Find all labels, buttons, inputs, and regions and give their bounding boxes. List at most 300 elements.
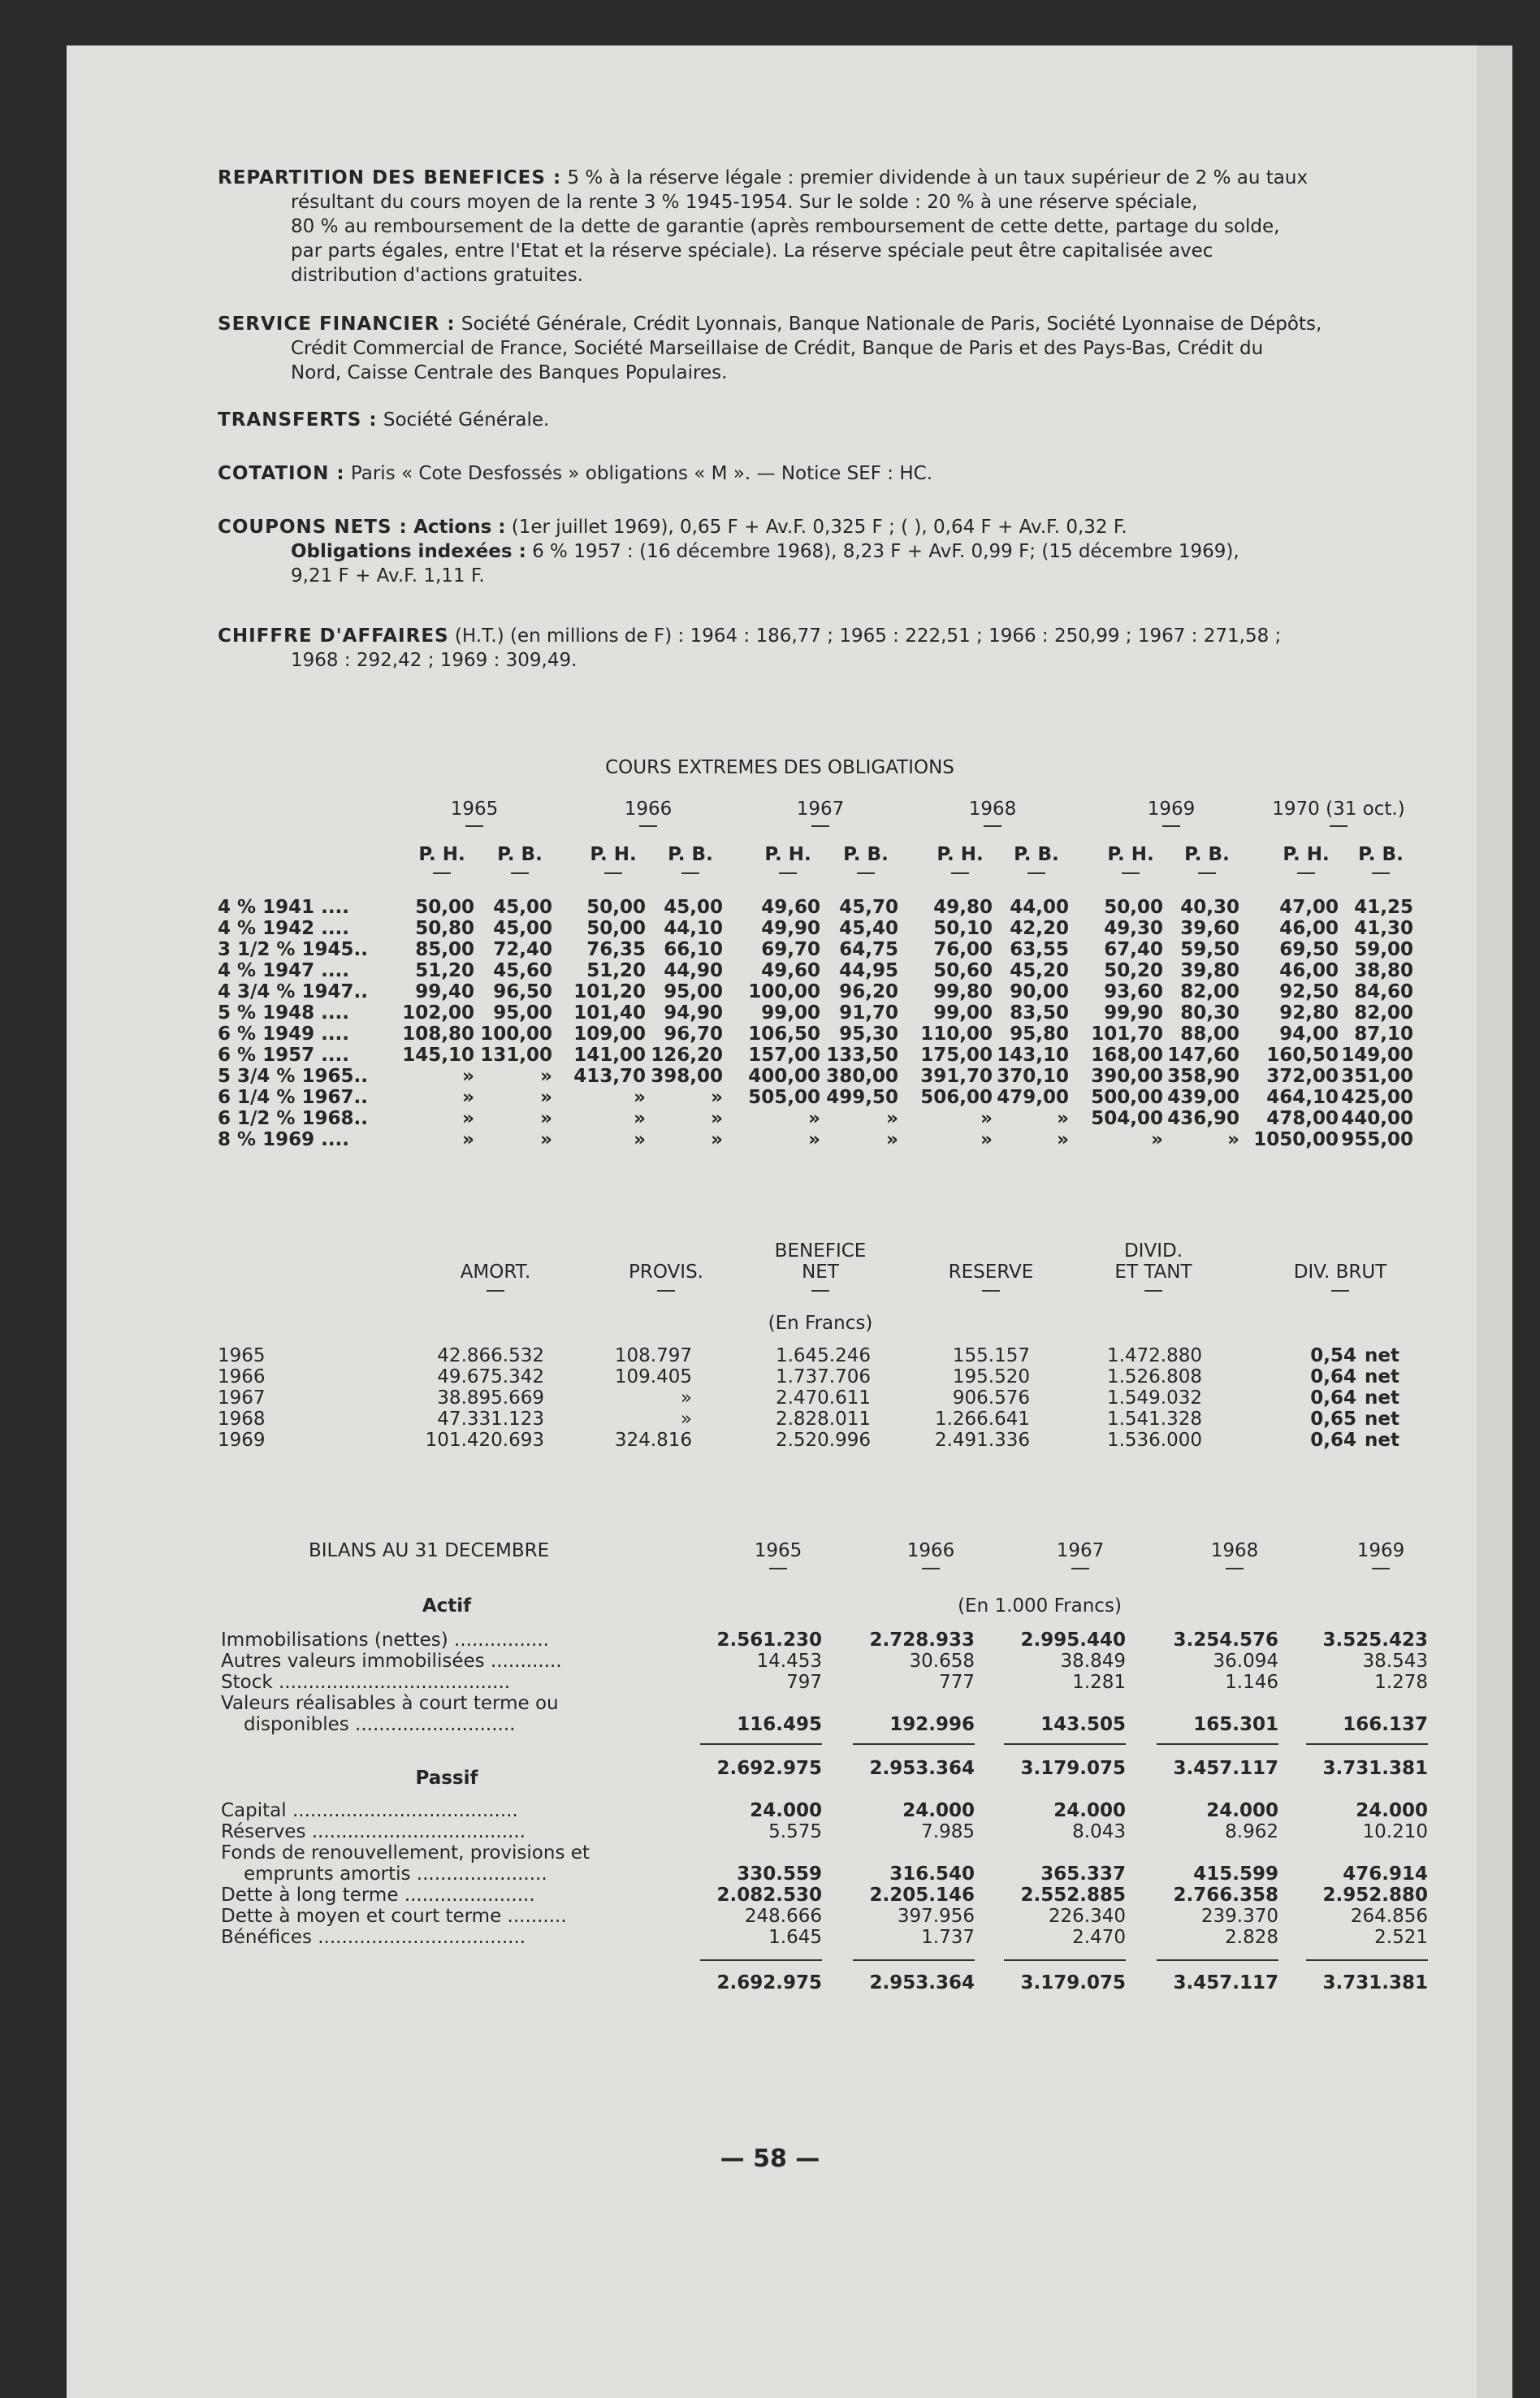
cours-cell: 505,00 <box>748 1087 820 1108</box>
header-dash <box>1198 872 1216 874</box>
cotation-label: COTATION : <box>218 463 345 484</box>
chiffre-affaires-paragraph <box>218 624 1281 673</box>
bilans-value: 264.856 <box>1350 1906 1428 1927</box>
col-provis: 109.405 <box>614 1366 692 1387</box>
header-dash <box>811 825 829 827</box>
bilans-value: 24.000 <box>902 1800 975 1821</box>
bilans-value: 116.495 <box>737 1714 822 1735</box>
results-year: 1967 <box>218 1387 266 1409</box>
cours-row-label: 6 1/2 % 1968.. <box>218 1108 368 1129</box>
bilans-value: 3.731.381 <box>1322 1758 1428 1779</box>
cours-row-label: 6 % 1949 .... <box>218 1024 350 1045</box>
bilans-value: 5.575 <box>768 1821 822 1842</box>
total-rule <box>1004 1743 1126 1745</box>
cours-cell: » <box>540 1087 552 1108</box>
bilans-year-header: 1967 <box>1056 1540 1105 1561</box>
cours-cell: 439,00 <box>1167 1087 1239 1108</box>
cours-cell: 44,00 <box>1010 897 1069 918</box>
bilans-value: 239.370 <box>1200 1906 1278 1927</box>
total-rule <box>1157 1743 1278 1745</box>
cours-cell: » <box>886 1108 898 1129</box>
page-number: — 58 — <box>720 2145 820 2173</box>
header-dash <box>779 872 797 874</box>
bilans-value: 2.692.975 <box>716 1972 822 1993</box>
header-provis: PROVIS. <box>629 1262 703 1283</box>
cours-cell: 436,90 <box>1167 1108 1239 1129</box>
repartition-line: 80 % au remboursement de la dette de garantie (après remboursement de cette dette, partage du solde, <box>291 216 1280 237</box>
col-benefice: 1.737.706 <box>775 1366 871 1387</box>
cours-cell: » <box>711 1108 723 1129</box>
passif-row-label: Dette à moyen et court terme .......... <box>221 1906 567 1927</box>
header-benefice: BENEFICE <box>774 1240 867 1262</box>
col-header-pb: P. B. <box>843 844 889 865</box>
cours-cell: 49,80 <box>933 897 993 918</box>
cours-cell: 45,00 <box>493 918 552 939</box>
cours-cell: 108,80 <box>402 1024 474 1045</box>
col-header-ph: P. H. <box>1107 844 1154 865</box>
bilans-value: 166.137 <box>1343 1714 1428 1735</box>
passif-row-label: Réserves .................................... <box>221 1821 526 1842</box>
cours-cell: 45,00 <box>664 897 723 918</box>
cours-row-label: 6 % 1957 .... <box>218 1045 350 1066</box>
col-div-brut: 0,64 <box>1310 1366 1356 1387</box>
cours-cell: 85,00 <box>415 939 474 960</box>
bilans-value: 3.254.576 <box>1173 1630 1278 1651</box>
cours-row-label: 6 1/4 % 1967.. <box>218 1087 368 1108</box>
cours-cell: » <box>1057 1108 1069 1129</box>
col-provis: » <box>680 1387 692 1409</box>
col-reserve: 906.576 <box>952 1387 1030 1409</box>
coupons-label: COUPONS NETS : <box>218 517 408 538</box>
cours-cell: 99,00 <box>933 1002 993 1024</box>
cours-cell: 46,00 <box>1279 918 1339 939</box>
col-divid: 1.549.032 <box>1106 1387 1202 1409</box>
col-div-brut: 0,64 <box>1310 1387 1356 1409</box>
total-rule <box>1004 1959 1126 1961</box>
cours-cell: 398,00 <box>651 1066 723 1087</box>
bilans-value: 24.000 <box>1206 1800 1278 1821</box>
bilans-title: BILANS AU 31 DECEMBRE <box>309 1540 550 1561</box>
cours-cell: 39,80 <box>1180 960 1239 981</box>
cours-cell: 106,50 <box>748 1024 820 1045</box>
header-dash <box>1297 872 1315 874</box>
cours-cell: 40,30 <box>1180 897 1239 918</box>
cours-cell: 45,40 <box>839 918 898 939</box>
service-line: Nord, Caisse Centrale des Banques Populaires. <box>291 362 728 383</box>
cours-cell: » <box>634 1108 646 1129</box>
bilans-value: 8.043 <box>1072 1821 1126 1842</box>
col-header-pb: P. B. <box>1014 844 1059 865</box>
cours-cell: 160,50 <box>1266 1045 1339 1066</box>
col-benefice: 2.520.996 <box>775 1430 871 1451</box>
bilans-value: 226.340 <box>1048 1906 1126 1927</box>
cours-year-header: 1966 <box>624 799 673 820</box>
passif-row-label: Dette à long terme ...................... <box>221 1885 535 1906</box>
cours-cell: 39,60 <box>1180 918 1239 939</box>
col-divid: 1.536.000 <box>1106 1430 1202 1451</box>
header-dash <box>1144 1290 1162 1292</box>
header-dash <box>1226 1568 1244 1569</box>
coupons-obligations-text-2: 9,21 F + Av.F. 1,11 F. <box>291 565 485 587</box>
bilans-value: 2.828 <box>1225 1927 1278 1948</box>
cours-cell: 143,10 <box>997 1045 1069 1066</box>
cours-cell: 51,20 <box>415 960 474 981</box>
bilans-value: 2.521 <box>1374 1927 1428 1948</box>
cours-cell: 141,00 <box>573 1045 646 1066</box>
header-dash <box>511 872 529 874</box>
col-header-ph: P. H. <box>937 844 984 865</box>
bilans-value: 365.337 <box>1040 1863 1126 1885</box>
cours-cell: 50,60 <box>933 960 993 981</box>
bilans-year-header: 1966 <box>906 1540 955 1561</box>
bilans-value: 2.470 <box>1072 1927 1126 1948</box>
cours-cell: 67,40 <box>1104 939 1163 960</box>
col-div-net: net <box>1365 1409 1399 1430</box>
cours-cell: 99,00 <box>761 1002 820 1024</box>
header-dash <box>433 872 451 874</box>
cours-cell: 93,60 <box>1104 981 1163 1002</box>
cours-cell: 82,00 <box>1354 1002 1413 1024</box>
cours-cell: 96,20 <box>839 981 898 1002</box>
bilans-value: 1.146 <box>1225 1672 1278 1693</box>
col-amort: 38.895.669 <box>437 1387 544 1409</box>
bilans-value: 30.658 <box>909 1651 975 1672</box>
cours-cell: 157,00 <box>748 1045 820 1066</box>
header-dash <box>951 872 969 874</box>
header-dash <box>1372 872 1390 874</box>
service-label: SERVICE FINANCIER : <box>218 314 456 335</box>
cours-cell: 413,70 <box>573 1066 646 1087</box>
header-dash <box>1027 872 1045 874</box>
total-rule <box>853 1743 975 1745</box>
bilans-value: 2.953.364 <box>869 1972 975 1993</box>
repartition-line: distribution d'actions gratuites. <box>291 265 583 286</box>
cours-cell: 50,00 <box>1104 897 1163 918</box>
cours-cell: 101,20 <box>573 981 646 1002</box>
bilans-value: 1.278 <box>1374 1672 1428 1693</box>
col-divid: 1.526.808 <box>1106 1366 1202 1387</box>
bilans-value: 2.561.230 <box>716 1630 822 1651</box>
service-line: Crédit Commercial de France, Société Marseillaise de Crédit, Banque de Paris et des Pays-Bas, Crédit du <box>291 338 1264 359</box>
col-div-brut: 0,54 <box>1310 1345 1356 1366</box>
cours-cell: 102,00 <box>402 1002 474 1024</box>
cours-cell: 99,40 <box>415 981 474 1002</box>
cours-cell: » <box>711 1087 723 1108</box>
cours-cell: 94,00 <box>1279 1024 1339 1045</box>
cours-cell: 168,00 <box>1091 1045 1163 1066</box>
header-benefice-net: NET <box>802 1262 839 1283</box>
coupons-obligations-text: 6 % 1957 : (16 décembre 1968), 8,23 F + AvF. 0,99 F; (15 décembre 1969), <box>532 541 1239 562</box>
passif-heading: Passif <box>415 1768 478 1789</box>
cours-cell: 49,60 <box>761 897 820 918</box>
valeurs-label: Valeurs réalisables à court terme ou <box>221 1693 559 1714</box>
cours-cell: 80,30 <box>1180 1002 1239 1024</box>
col-benefice: 2.828.011 <box>775 1409 871 1430</box>
cours-cell: 95,30 <box>839 1024 898 1045</box>
results-year: 1966 <box>218 1366 266 1387</box>
cours-cell: 38,80 <box>1354 960 1413 981</box>
bilans-unit: (En 1.000 Francs) <box>958 1595 1122 1617</box>
cours-cell: 133,50 <box>826 1045 898 1066</box>
cours-year-header: 1967 <box>796 799 845 820</box>
cours-cell: 391,70 <box>920 1066 993 1087</box>
col-provis: » <box>680 1409 692 1430</box>
cours-cell: 50,80 <box>415 918 474 939</box>
passif-row-label: Capital ...................................... <box>221 1800 518 1821</box>
cotation-text: Paris « Cote Desfossés » obligations « M ». — Notice SEF : HC. <box>350 463 933 484</box>
service-line: Société Générale, Crédit Lyonnais, Banque Nationale de Paris, Société Lyonnaise de Dépôts, <box>461 314 1322 335</box>
cours-cell: 101,70 <box>1091 1024 1163 1045</box>
cours-cell: 126,20 <box>651 1045 723 1066</box>
cours-cell: » <box>462 1066 474 1087</box>
cours-year-header: 1969 <box>1147 799 1196 820</box>
cours-cell: 49,90 <box>761 918 820 939</box>
cours-cell: 47,00 <box>1279 897 1339 918</box>
results-year: 1968 <box>218 1409 266 1430</box>
bilans-value: 2.205.146 <box>869 1885 975 1906</box>
repartition-line: par parts égales, entre l'Etat et la réserve spéciale). La réserve spéciale peut être capitalisée avec <box>291 240 1213 262</box>
cours-cell: » <box>634 1087 646 1108</box>
bilans-value: 476.914 <box>1343 1863 1428 1885</box>
document-page <box>67 45 1512 2398</box>
cours-cell: 175,00 <box>920 1045 993 1066</box>
cours-cell: 464,10 <box>1266 1087 1339 1108</box>
cours-cell: 425,00 <box>1341 1087 1413 1108</box>
cours-cell: 49,30 <box>1104 918 1163 939</box>
col-benefice: 2.470.611 <box>775 1387 871 1409</box>
col-divid: 1.541.328 <box>1106 1409 1202 1430</box>
col-divid: 1.472.880 <box>1106 1345 1202 1366</box>
coupons-obligations-label: Obligations indexées : <box>291 541 526 562</box>
bilans-value: 3.457.117 <box>1173 1758 1278 1779</box>
cours-cell: 50,00 <box>415 897 474 918</box>
service-financier-paragraph <box>218 312 1322 385</box>
cours-cell: 41,25 <box>1354 897 1413 918</box>
transferts-label: TRANSFERTS : <box>218 409 378 431</box>
header-dash <box>811 1290 829 1292</box>
cours-cell: » <box>980 1129 993 1150</box>
actif-row-label: Autres valeurs immobilisées ............ <box>221 1651 562 1672</box>
col-div-net: net <box>1365 1430 1399 1451</box>
total-rule <box>1306 1743 1428 1745</box>
cours-cell: 370,10 <box>997 1066 1069 1087</box>
cours-cell: 50,00 <box>586 918 646 939</box>
cours-cell: 44,10 <box>664 918 723 939</box>
cours-cell: 72,40 <box>493 939 552 960</box>
header-dash <box>604 872 622 874</box>
cours-cell: 45,20 <box>1010 960 1069 981</box>
header-div-brut: DIV. BRUT <box>1293 1262 1387 1283</box>
cours-cell: 390,00 <box>1091 1066 1163 1087</box>
cours-year-header: 1970 (31 oct.) <box>1272 799 1405 820</box>
repartition-label: REPARTITION DES BENEFICES : <box>218 167 562 188</box>
bilans-value: 1.737 <box>921 1927 975 1948</box>
cours-cell: 45,70 <box>839 897 898 918</box>
header-dash <box>982 1290 1000 1292</box>
repartition-paragraph <box>218 166 1308 288</box>
cours-cell: 64,75 <box>839 939 898 960</box>
total-rule <box>853 1959 975 1961</box>
cours-cell: 76,00 <box>933 939 993 960</box>
col-provis: 108.797 <box>614 1345 692 1366</box>
cours-cell: 96,70 <box>664 1024 723 1045</box>
cours-cell: 95,00 <box>664 981 723 1002</box>
bilans-value: 3.179.075 <box>1020 1758 1126 1779</box>
cours-cell: 504,00 <box>1091 1108 1163 1129</box>
header-dash <box>1372 1568 1390 1569</box>
cours-cell: » <box>1151 1129 1163 1150</box>
bilans-value: 2.995.440 <box>1020 1630 1126 1651</box>
bilans-value: 2.552.885 <box>1020 1885 1126 1906</box>
cours-cell: 147,60 <box>1167 1045 1239 1066</box>
header-dash <box>1162 825 1180 827</box>
bilans-value: 2.692.975 <box>716 1758 822 1779</box>
bilans-value: 1.281 <box>1072 1672 1126 1693</box>
bilans-value: 1.645 <box>768 1927 822 1948</box>
bilans-value: 36.094 <box>1213 1651 1278 1672</box>
cours-cell: 479,00 <box>997 1087 1069 1108</box>
col-div-net: net <box>1365 1366 1399 1387</box>
bilans-value: 24.000 <box>1053 1800 1126 1821</box>
cours-cell: » <box>808 1108 820 1129</box>
cours-cell: 50,20 <box>1104 960 1163 981</box>
cours-cell: 101,40 <box>573 1002 646 1024</box>
cours-cell: » <box>886 1129 898 1150</box>
cours-cell: 94,90 <box>664 1002 723 1024</box>
cours-cell: » <box>462 1087 474 1108</box>
cours-cell: 380,00 <box>826 1066 898 1087</box>
bilans-year-header: 1969 <box>1356 1540 1405 1561</box>
cours-cell: » <box>1057 1129 1069 1150</box>
bilans-value: 2.766.358 <box>1173 1885 1278 1906</box>
cours-cell: » <box>808 1129 820 1150</box>
chiffre-line: (H.T.) (en millions de F) : 1964 : 186,77 ; 1965 : 222,51 ; 1966 : 250,99 ; 1967 : 271,58 ; <box>454 625 1282 647</box>
bilans-value: 3.525.423 <box>1322 1630 1428 1651</box>
bilans-value: 7.985 <box>921 1821 975 1842</box>
coupons-paragraph <box>218 515 1239 588</box>
cours-cell: » <box>711 1129 723 1150</box>
cours-cell: 100,00 <box>480 1024 552 1045</box>
col-header-ph: P. H. <box>764 844 811 865</box>
cours-row-label: 4 3/4 % 1947.. <box>218 981 368 1002</box>
cours-cell: 92,80 <box>1279 1002 1339 1024</box>
fonds-label: Fonds de renouvellement, provisions et <box>221 1842 590 1863</box>
col-header-pb: P. B. <box>1184 844 1230 865</box>
cours-cell: 44,90 <box>664 960 723 981</box>
repartition-line: 5 % à la réserve légale : premier dividende à un taux supérieur de 2 % au taux <box>567 167 1309 188</box>
bilans-value: 38.849 <box>1060 1651 1126 1672</box>
col-header-ph: P. H. <box>418 844 465 865</box>
cours-cell: 145,10 <box>402 1045 474 1066</box>
page-edge <box>1477 45 1512 2398</box>
cours-row-label: 8 % 1969 .... <box>218 1129 350 1150</box>
actif-row-label: Immobilisations (nettes) ................ <box>221 1630 549 1651</box>
header-divid: DIVID. <box>1123 1240 1183 1262</box>
col-header-pb: P. B. <box>668 844 713 865</box>
bilans-value: 143.505 <box>1040 1714 1126 1735</box>
cours-cell: 96,50 <box>493 981 552 1002</box>
cours-title: COURS EXTREMES DES OBLIGATIONS <box>605 757 954 778</box>
bilans-value: 165.301 <box>1193 1714 1278 1735</box>
cours-cell: 499,50 <box>826 1087 898 1108</box>
actif-heading: Actif <box>422 1595 472 1617</box>
cours-cell: 131,00 <box>480 1045 552 1066</box>
cours-row-label: 5 % 1948 .... <box>218 1002 350 1024</box>
cours-cell: » <box>634 1129 646 1150</box>
cours-cell: 99,90 <box>1104 1002 1163 1024</box>
total-rule <box>700 1959 822 1961</box>
bilans-year-header: 1965 <box>754 1540 802 1561</box>
bilans-value: 24.000 <box>1356 1800 1428 1821</box>
cours-cell: » <box>1227 1129 1239 1150</box>
header-dash <box>769 1568 787 1569</box>
header-dash <box>857 872 875 874</box>
header-dash <box>639 825 657 827</box>
col-div-brut: 0,65 <box>1310 1409 1356 1430</box>
bilans-value: 2.952.880 <box>1322 1885 1428 1906</box>
col-benefice: 1.645.246 <box>775 1345 871 1366</box>
col-reserve: 1.266.641 <box>934 1409 1030 1430</box>
cotation-paragraph <box>218 461 932 486</box>
cours-year-header: 1965 <box>450 799 499 820</box>
bilans-value: 248.666 <box>744 1906 822 1927</box>
cours-cell: 41,30 <box>1354 918 1413 939</box>
chiffre-label: CHIFFRE D'AFFAIRES <box>218 625 449 647</box>
cours-row-label: 4 % 1941 .... <box>218 897 350 918</box>
cours-cell: » <box>462 1129 474 1150</box>
cours-cell: 50,00 <box>586 897 646 918</box>
col-amort: 42.866.532 <box>437 1345 544 1366</box>
cours-cell: 90,00 <box>1010 981 1069 1002</box>
cours-cell: 50,10 <box>933 918 993 939</box>
header-dash <box>984 825 1001 827</box>
header-divid-et-tant: ET TANT <box>1114 1262 1192 1283</box>
fonds-label-2: emprunts amortis ...................... <box>244 1863 547 1885</box>
cours-row-label: 3 1/2 % 1945.. <box>218 939 368 960</box>
bilans-value: 415.599 <box>1193 1863 1278 1885</box>
col-header-ph: P. H. <box>590 844 637 865</box>
cours-cell: 76,35 <box>586 939 646 960</box>
bilans-value: 797 <box>786 1672 822 1693</box>
cours-cell: 45,00 <box>493 897 552 918</box>
transferts-paragraph <box>218 408 549 432</box>
cours-cell: 69,70 <box>761 939 820 960</box>
repartition-line: résultant du cours moyen de la rente 3 % 1945-1954. Sur le solde : 20 % à une réserve spéciale, <box>291 192 1198 213</box>
results-unit: (En Francs) <box>768 1313 873 1334</box>
coupons-actions-text: (1er juillet 1969), 0,65 F + Av.F. 0,325 F ; ( ), 0,64 F + Av.F. 0,32 F. <box>511 517 1127 538</box>
col-div-net: net <box>1365 1387 1399 1409</box>
header-dash <box>465 825 483 827</box>
bilans-value: 3.179.075 <box>1020 1972 1126 1993</box>
bilans-value: 38.543 <box>1362 1651 1428 1672</box>
header-dash <box>922 1568 940 1569</box>
total-rule <box>1306 1959 1428 1961</box>
passif-row-label: Bénéfices ................................... <box>221 1927 526 1948</box>
cours-cell: 84,60 <box>1354 981 1413 1002</box>
bilans-value: 3.457.117 <box>1173 1972 1278 1993</box>
cours-cell: 69,50 <box>1279 939 1339 960</box>
cours-cell: 99,80 <box>933 981 993 1002</box>
header-dash <box>1122 872 1140 874</box>
bilans-value: 2.728.933 <box>869 1630 975 1651</box>
bilans-value: 14.453 <box>756 1651 822 1672</box>
cours-cell: 44,95 <box>839 960 898 981</box>
col-reserve: 195.520 <box>952 1366 1030 1387</box>
cours-cell: 400,00 <box>748 1066 820 1087</box>
col-header-pb: P. B. <box>497 844 543 865</box>
cours-cell: 100,00 <box>748 981 820 1002</box>
bilans-year-header: 1968 <box>1210 1540 1259 1561</box>
